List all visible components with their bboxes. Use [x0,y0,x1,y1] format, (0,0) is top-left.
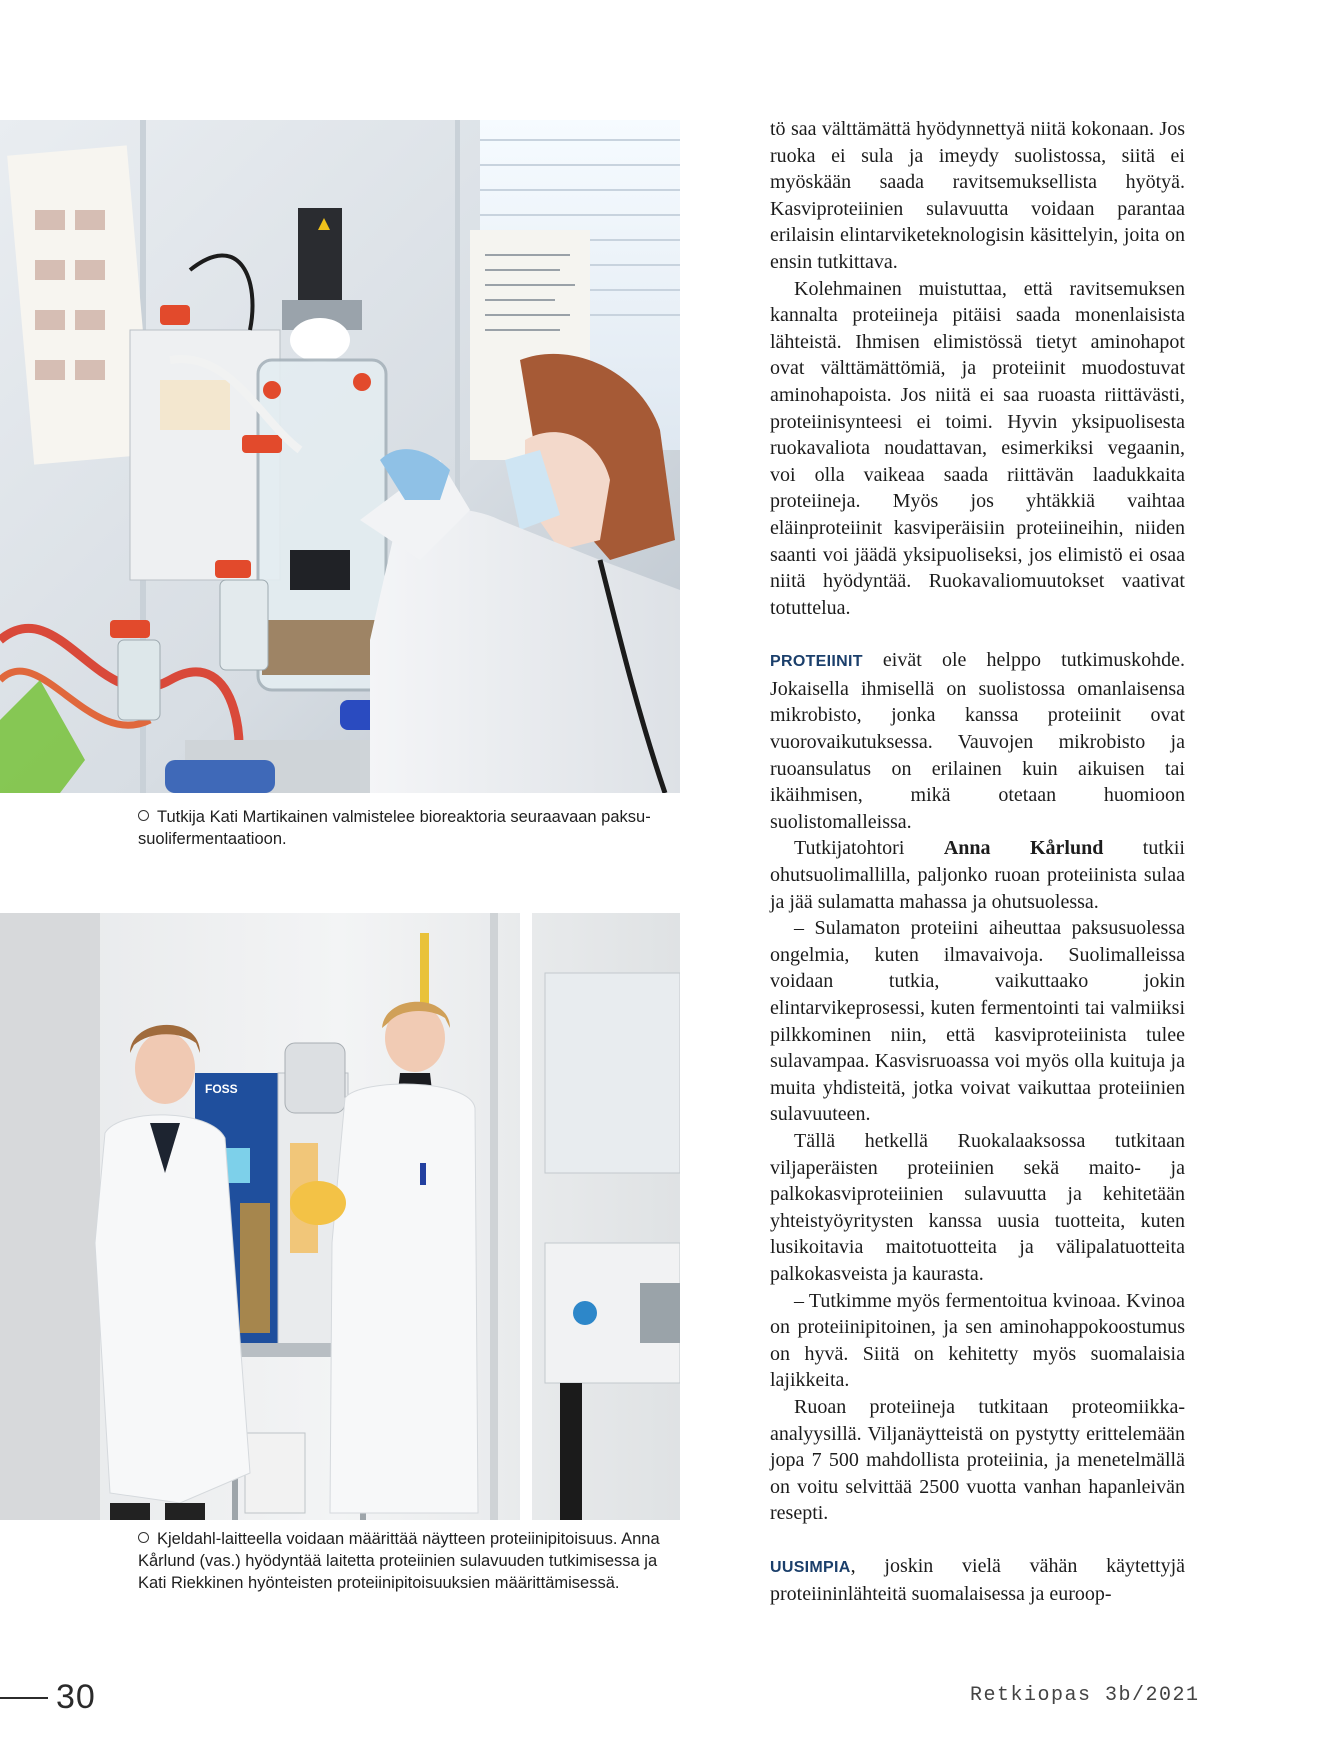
section-lead-word: UUSIMPIA [770,1558,851,1576]
article-paragraph: Ruoan proteiineja tutkitaan proteomiikka-analyysillä. Viljanäytteistä on pystytty erittelemään jopa 7 500 mahdollista proteiinia, ja menetelmällä on voitu selvittää 2500 vuotta vanhan hapanleivän resepti. [770,1395,1185,1525]
article-text: tutkii ohutsuolimallilla, paljonko ruoan proteiinista sulaa ja jää sulamatta mahassa ja ohutsuolessa. [770,837,1185,913]
article-text: , joskin vielä vähän käytettyjä proteiininlähteitä suomalaisessa ja euroop- [770,1554,1185,1606]
article-paragraph: tö saa välttämättä hyödynnettyä niitä kokonaan. Jos ruoka ei sula ja imeydy suolistossa, siitä ei myöskään saada ravitsemuksellista hyötyä. Kasviproteiinien sulavuutta voidaan parantaa erilaisin elintarviketeknologisin käsittelyin, joita on ensin tutkittava. [770,118,1185,273]
person-name: Anna Kårlund [943,837,1104,860]
photo1-caption-line1: Tutkija Kati Martikainen valmistelee bioreaktoria seuraavaan paksu- [157,808,651,826]
article-paragraph [770,1553,1185,1608]
article-paragraph: – Sulamaton proteiini aiheuttaa paksusuolessa ongelmia, kuten ilmavaivoja. Suolimalleissa voidaan tutkia, vaikuttaako jokin elintarvikeprosessi, kuten fermentointi tai valmiiksi pilkkominen niin, että kasviproteiinista tulee sulavampaa. Kasvisruoassa voi myös olla kuituja ja muita yhdisteitä, jotka voivat vaikuttaa proteiinien sulavuuteen. [770,917,1185,1126]
article-paragraph [770,835,1185,915]
magazine-issue: Retkiopas 3b/2021 [970,1684,1200,1707]
photo1-caption [138,806,678,850]
article-paragraph: Kolehmainen muistuttaa, että ravitsemuksen kannalta proteiineja pitäisi saada monenlaisista lähteistä. Ihmisen elimistössä tietyt aminohapot ovat välttämättömiä, ja proteiinit muodostuvat aminohapoista. Jos niitä ei saa ruoasta riittävästi, proteiinisynteesi ei toimi. Hyvin yksipuolisesta ruokavaliota noudattavan, esimerkiksi vegaanin, voi olla vaikeaa saada riittävän laadukkaita proteiineja. Myös jos yhtäkkiä vaihtaa eläinproteiinit kasviperäisiin proteiineihin, niiden saanti voi jäädä yksipuoliseksi, jos elimistö ei osaa niitä hyödyntää. Ruokavaliomuutokset vaativat totuttelua. [770,277,1185,619]
folio-rule [0,1697,48,1699]
photo1-caption-line2: suolifermentaatioon. [138,830,287,848]
article-paragraph [770,647,1185,835]
kjeldahl-lab-photo-icon [0,913,680,1520]
section-lead-word: PROTEIINIT [770,653,863,671]
page-number: 30 [56,1678,96,1716]
caption-bullet-icon [138,1532,149,1543]
photo2-caption-line1: Kjeldahl-laitteella voidaan määrittää näytteen proteiinipitoisuus. Anna [157,1530,660,1548]
article-text: eivät ole helppo tutkimuskohde. Jokaisella ihmisellä on suolistossa omanlaisensa mikrobisto, jonka kanssa proteiinit ovat vuorovaikutuksessa. Vauvojen mikrobisto ja ruoansulatus on erilainen kuin aikuisen tai ikäihmisen, mikä otetaan huomioon suolistomalleissa. [770,649,1185,833]
lab-bioreactor-photo-icon [0,120,680,793]
foss-label: FOSS [205,1082,238,1096]
photo2-caption-line2: Kårlund (vas.) hyödyntää laitetta proteiinien sulavuuden tutkimisessa ja [138,1552,658,1570]
photo2-caption [138,1528,678,1594]
article-text: Tutkijatohtori [794,837,944,860]
article-paragraph: – Tutkimme myös fermentoitua kvinoaa. Kvinoa on proteiinipitoinen, ja sen aminohappokoostumus on hyvä. Siitä on kehitetty myös suomalaisia lajikkeita. [770,1289,1185,1392]
article-column [770,116,1185,1608]
bioreactor-photo [0,120,680,793]
article-paragraph: Tällä hetkellä Ruokalaaksossa tutkitaan viljaperäisten proteiinien sekä maito- ja palkokasviproteiinien sulavuutta ja kehitetään yhteistyöyritysten kanssa uusia tuotteita, kuten lusikoitavia maitotuotteita ja välipalatuotteita palkokasveista ja kaurasta. [770,1129,1185,1285]
kjeldahl-photo [0,913,680,1520]
photo2-caption-line3: Kati Riekkinen hyönteisten proteiinipitoisuuksien määrittämisessä. [138,1574,620,1592]
caption-bullet-icon [138,810,149,821]
